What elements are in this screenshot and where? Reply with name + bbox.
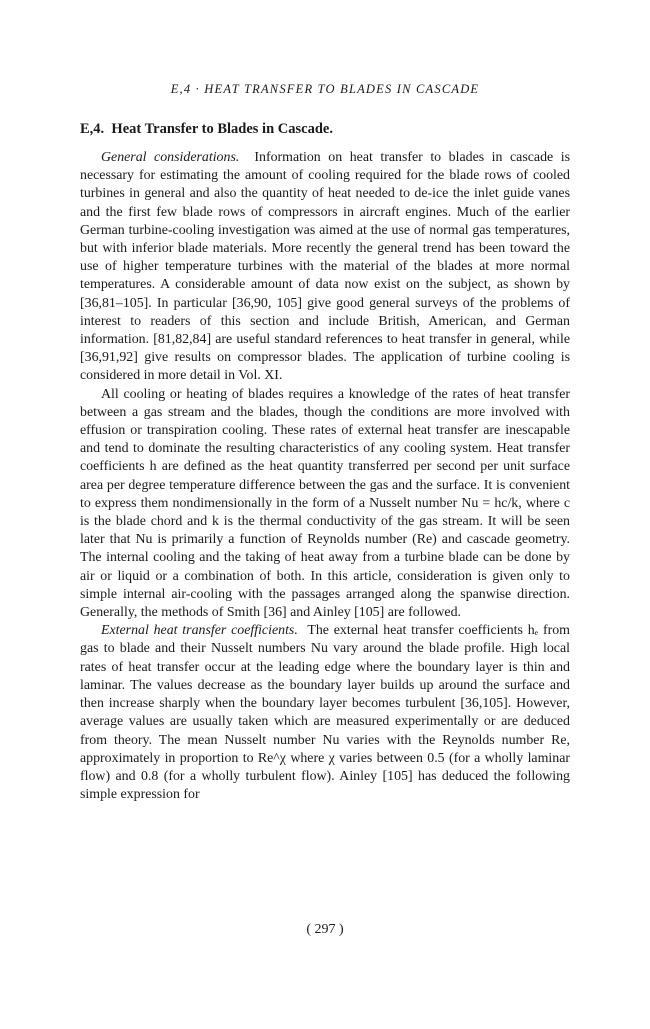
paragraph-external-coefficients [80, 622, 570, 804]
body-text [80, 149, 570, 804]
section-heading [80, 121, 570, 138]
paragraph-text: Information on heat transfer to blades in cascade is necessary for estimating the amount of cooling required for the blade rows of cooled turbines in general and also the quantity of heat needed to de-ice the inlet guide vanes and the first few blade rows of compressors in aircraft engines. Much of the earlier German turbine-cooling investigation was aimed at the use of normal gas temperatures, but with inferior blade materials. More recently the general trend has been toward the use of higher temperature turbines with the material of the blades at more normal temperatures. A considerable amount of data now exist on the subject, as shown by [36,81–105]. In particular [36,90, 105] give good general surveys of the problems of interest to readers of this section and include British, American, and German information. [81,82,84] are useful standard references to heat transfer in general, while [36,91,92] give results on compressor blades. The application of turbine cooling is considered in more detail in Vol. XI. [80, 150, 570, 384]
run-in-heading: External heat transfer coefficients. [101, 623, 298, 639]
paragraph-cooling [80, 386, 570, 623]
section-number: E,4. [80, 121, 105, 137]
page-number: ( 297 ) [306, 922, 344, 937]
paragraph-text: The external heat transfer coefficients hₑ from gas to blade and their Nusselt numbers Nu vary around the blade profile. High local rates of heat transfer occur at the leading edge where the boundary layer is thin and laminar. The values decrease as the boundary layer builds up around the surface and then increase sharply when the boundary layer becomes turbulent [36,105]. However, average values are usually taken which are measured experimentally or are deduced from theory. The mean Nusselt number Nu varies with the Reynolds number Re, approximately in proportion to Re^χ where χ varies between 0.5 (for a wholly laminar flow) and 0.8 (for a wholly turbulent flow). Ainley [105] has deduced the following simple expression for [80, 623, 570, 803]
section-title-text: Heat Transfer to Blades in Cascade. [111, 121, 333, 137]
paragraph-text: All cooling or heating of blades requires a knowledge of the rates of heat transfer between a gas stream and the blades, though the conditions are more involved with effusion or transpiration cooling. These rates of external heat transfer are inescapable and tend to dominate the resulting characteristics of any cooling system. Heat transfer coefficients h are defined as the heat quantity transferred per second per unit surface area per degree temperature difference between the gas and the surface. It is convenient to express them nondimensionally in the form of a Nusselt number Nu = hc/k, where c is the blade chord and k is the thermal conductivity of the gas stream. It will be seen later that Nu is primarily a function of Reynolds number (Re) and cascade geometry. The internal cooling and the taking of heat away from a turbine blade can be done by air or liquid or a combination of both. In this article, consideration is given only to simple internal air-cooling with the passages arranged along the spanwise direction. Generally, the methods of Smith [36] and Ainley [105] are followed. [80, 386, 570, 621]
run-in-heading: General considerations. [101, 150, 240, 165]
paragraph-general-considerations [80, 149, 570, 386]
running-head: E,4 · HEAT TRANSFER TO BLADES IN CASCADE [170, 82, 480, 96]
